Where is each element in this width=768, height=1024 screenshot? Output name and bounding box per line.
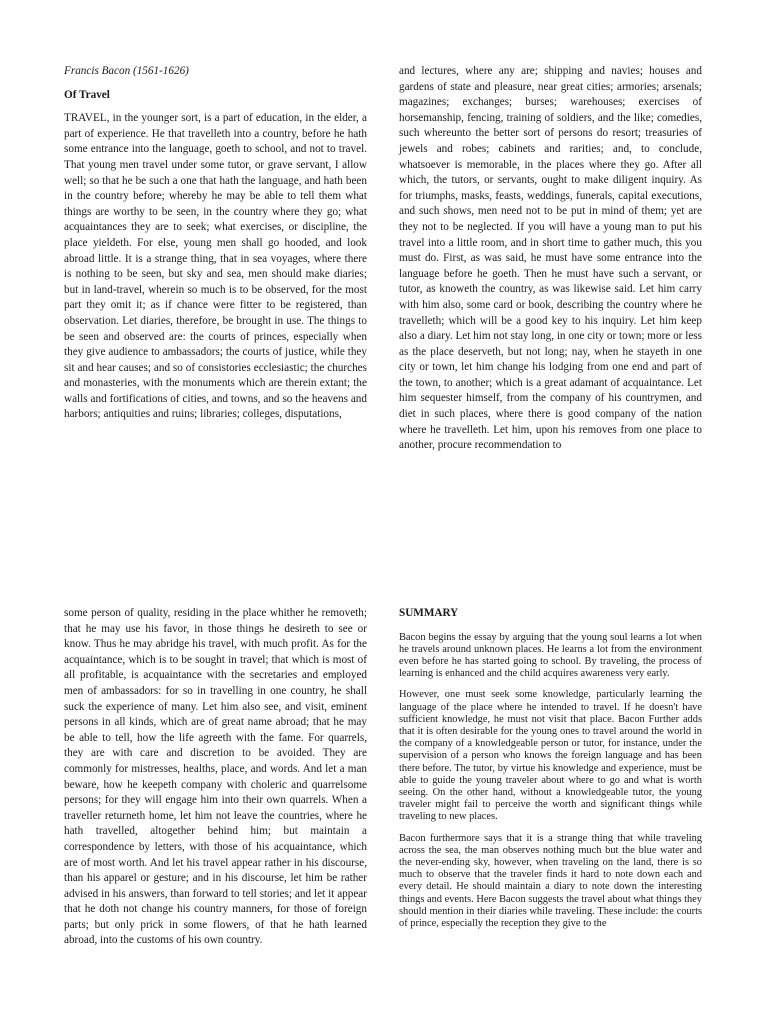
essay-column-left-bottom <box>64 606 367 949</box>
summary-heading: SUMMARY <box>399 607 459 619</box>
essay-column-right-top <box>399 64 702 454</box>
essay-title: Of Travel <box>64 88 110 101</box>
essay-paragraph: and lectures, where any are; shipping and navies; houses and gardens of state and pleasure, near great cities; armories; arsenals; magazines; exchanges; burses; warehouses; exercises of horsemanship, fencing, training of soldiers, and the like; comedies, such whereunto the better sort of persons do resort; treasuries of jewels and robes; cabinets and rarities; and, to conclude, whatsoever is memorable, in the places where they go. After all which, the tutors, or servants, ought to make diligent inquiry. As for triumphs, masks, feasts, weddings, funerals, capital executions, and such shows, men need not to be put in mind of them; yet are they not to be neglected. If you will have a young man to put his travel into a little room, and in short time to gather much, this you must do. First, as was said, he must have some entrance into the language before he goeth. Then he must have such a servant, or tutor, as knoweth the country, as was likewise said. Let him carry with him also, some card or book, describing the country where he travelleth; which will be a good key to his inquiry. Let him keep also a diary. Let him not stay long, in one city or town; more or less as the place deserveth, but not long; nay, when he stayeth in one city or town, let him change his lodging from one end and part of the town, to another; which is a great adamant of acquaintance. Let him sequester himself, from the company of his countrymen, and diet in such places, where there is good company of the nation where he travelleth. Let him, upon his removes from one place to another, procure recommendation to <box>399 65 702 452</box>
essay-column-left-top <box>64 64 367 423</box>
essay-paragraph: TRAVEL, in the younger sort, is a part of education, in the elder, a part of experience. He that travelleth into a country, before he hath some entrance into the language, goeth to school, and not to travel. That young men travel under some tutor, or grave servant, I allow well; so that he be such a one that hath the language, and hath been in the country before; whereby he may be able to tell them what things are worthy to be seen, in the country where they go; what acquaintances they are to seek; what exercises, or discipline, the place yieldeth. For else, young men shall go hooded, and look abroad little. It is a strange thing, that in sea voyages, where there is nothing to be seen, but sky and sea, men should make diaries; but in land-travel, wherein so much is to be observed, for the most part they omit it; as if chance were fitter to be registered, than observation. Let diaries, therefore, be brought in use. The things to be seen and observed are: the courts of princes, especially when they give audience to ambassadors; the courts of justice, while they sit and hear causes; and so of consistories ecclesiastic; the churches and monasteries, with the monuments which are therein extant; the walls and fortifications of cities, and towns, and so the heavens and harbors; antiquities and ruins; libraries; colleges, disputations, <box>64 112 367 421</box>
author-line: Francis Bacon (1561-1626) <box>64 65 189 77</box>
summary-column <box>399 606 702 939</box>
summary-paragraph: Bacon furthermore says that it is a strange thing that while traveling across the sea, the man observes nothing much but the blue water and the never-ending sky, however, when traveling on the land, there is so much to observe that the traveler finds it hard to note down each and every detail. He should maintain a diary to note down the interesting things and events. Here Bacon suggests the travel about what things they should mention in their diaries while traveling. These include: the courts of prince, especially the reception they give to the <box>399 832 702 930</box>
summary-paragraph: Bacon begins the essay by arguing that the young soul learns a lot when he travels around unknown places. He learns a lot from the environment even before he has started going to school. By traveling, the process of learning is enhanced and the child acquires awareness very early. <box>399 631 702 680</box>
summary-paragraph: However, one must seek some knowledge, particularly learning the language of the place where he intended to travel. If he doesn't have sufficient knowledge, he must not visit that place. Bacon Further adds that it is often desirable for the young ones to travel around the world in the company of a knowledgeable person or tutor, for instance, under the supervision of a person who knows the foreign language and has been there before. The tutor, by virtue his knowledge and experience, must be able to guide the young traveler about where to go and what is worth seeing. On the other hand, without a knowledgeable tutor, the young traveler might fail to perceive the worth and significant things while traveling to new places. <box>399 689 702 823</box>
essay-paragraph: some person of quality, residing in the place whither he removeth; that he may use his favor, in those things he desireth to see or know. Thus he may abridge his travel, with much profit. As for the acquaintance, which is to be sought in travel; that which is most of all profitable, is acquaintance with the secretaries and employed men of ambassadors: for so in travelling in one country, he shall suck the experience of many. Let him also see, and visit, eminent persons in all kinds, which are of great name abroad; that he may be able to tell, how the life agreeth with the fame. For quarrels, they are with care and discretion to be avoided. They are commonly for mistresses, healths, place, and words. And let a man beware, how he keepeth company with choleric and quarrelsome persons; for they will engage him into their own quarrels. When a traveller returneth home, let him not leave the countries, where he hath travelled, altogether behind him; but maintain a correspondence by letters, with those of his acquaintance, which are of most worth. And let his travel appear rather in his discourse, than his apparel or gesture; and in his discourse, let him be rather advised in his answers, than forward to tell stories; and let it appear that he doth not change his country manners, for those of foreign parts; but only prick in some flowers, of that he hath learned abroad, into the customs of his own country. <box>64 607 367 947</box>
